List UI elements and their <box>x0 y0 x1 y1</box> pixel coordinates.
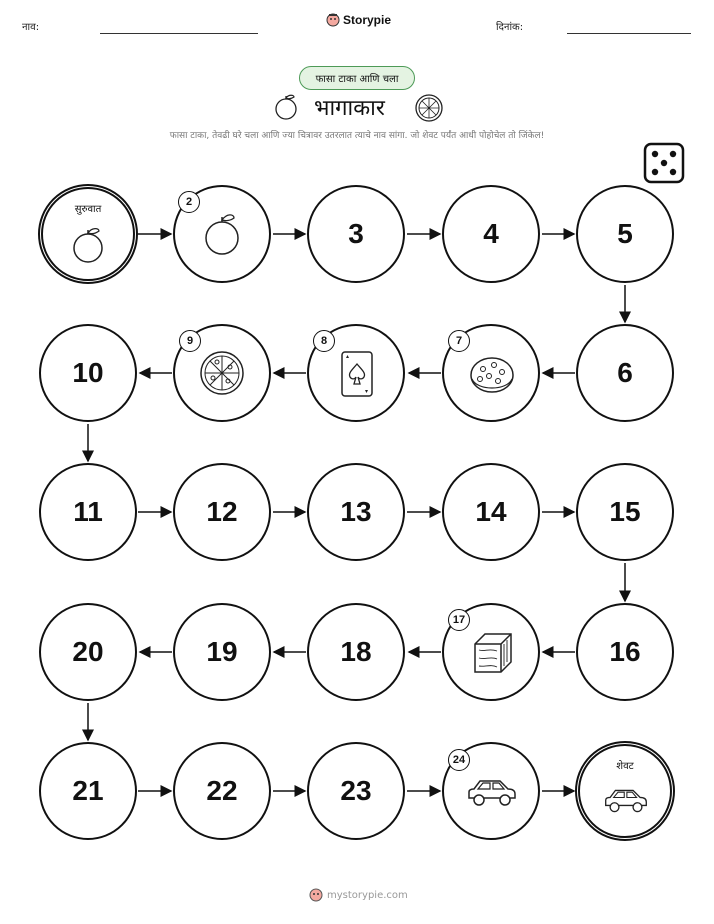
name-label: नाव: <box>22 22 40 33</box>
cell-number: 11 <box>73 496 103 527</box>
cell-number: 4 <box>483 218 499 249</box>
cell-number-badge: 17 <box>448 609 470 631</box>
page-title: भागाकार <box>314 96 385 121</box>
board-cell-19[interactable] <box>173 603 271 701</box>
cell-number: 22 <box>206 775 238 806</box>
board-cell-23[interactable] <box>307 742 405 840</box>
board-cell-16[interactable] <box>576 603 674 701</box>
footer <box>309 888 408 902</box>
start-label: सुरुवात <box>74 204 102 215</box>
board-cell-18[interactable] <box>307 603 405 701</box>
cell-number: 20 <box>72 636 104 667</box>
cell-number-badge: 2 <box>178 191 200 213</box>
cell-number: 18 <box>340 636 372 667</box>
cell-number: 15 <box>609 496 641 527</box>
board-cell-4[interactable] <box>442 185 540 283</box>
cell-number: 10 <box>72 357 104 388</box>
cell-number: 5 <box>617 218 633 249</box>
cell-number-badge: 9 <box>179 330 201 352</box>
cell-number: 12 <box>206 496 238 527</box>
car-icon <box>466 776 518 810</box>
spade-card-icon <box>340 350 374 398</box>
cell-number-badge: 8 <box>313 330 335 352</box>
pizza-icon <box>199 350 245 396</box>
brand-name: Storypie <box>343 13 392 27</box>
board-cell-13[interactable] <box>307 463 405 561</box>
wooden-cube-icon <box>469 630 515 676</box>
date-label: दिनांक: <box>496 22 524 33</box>
cell-number: 3 <box>348 218 364 249</box>
board-cell-5[interactable] <box>576 185 674 283</box>
cell-number-badge: 7 <box>448 330 470 352</box>
mascot-icon <box>309 888 323 902</box>
orange-icon <box>202 212 242 256</box>
board-cell-20[interactable] <box>39 603 137 701</box>
board-cell-14[interactable] <box>442 463 540 561</box>
board-cell-11[interactable] <box>39 463 137 561</box>
board-cell-3[interactable] <box>307 185 405 283</box>
cell-number: 23 <box>340 775 372 806</box>
footer-site-link[interactable]: mystorypie.com <box>327 889 408 901</box>
board-cell-21[interactable] <box>39 742 137 840</box>
game-type-pill: फासा टाका आणि चला <box>299 66 415 90</box>
board-cell-12[interactable] <box>173 463 271 561</box>
cell-number-badge: 24 <box>448 749 470 771</box>
cell-number: 16 <box>609 636 641 667</box>
car-icon <box>603 786 649 816</box>
finish-cell[interactable] <box>575 741 675 841</box>
cell-number: 19 <box>206 636 238 667</box>
cell-number: 13 <box>340 496 372 527</box>
orange-icon <box>70 226 106 264</box>
cell-number: 21 <box>72 775 104 806</box>
board-cell-6[interactable] <box>576 324 674 422</box>
cell-number: 6 <box>617 357 633 388</box>
finish-label: शेवट <box>616 761 634 772</box>
board-cell-22[interactable] <box>173 742 271 840</box>
start-cell[interactable] <box>38 184 138 284</box>
cookie-icon <box>469 355 515 395</box>
cell-number: 14 <box>475 496 507 527</box>
instructions: फासा टाका, तेवढी घरे चला आणि ज्या चित्रावर उतरलात त्याचे नाव सांगा. जो शेवट पर्यंत आधी पोहोचेल तो जिंकेल! <box>169 131 545 141</box>
board-cell-15[interactable] <box>576 463 674 561</box>
board-cell-10[interactable] <box>39 324 137 422</box>
